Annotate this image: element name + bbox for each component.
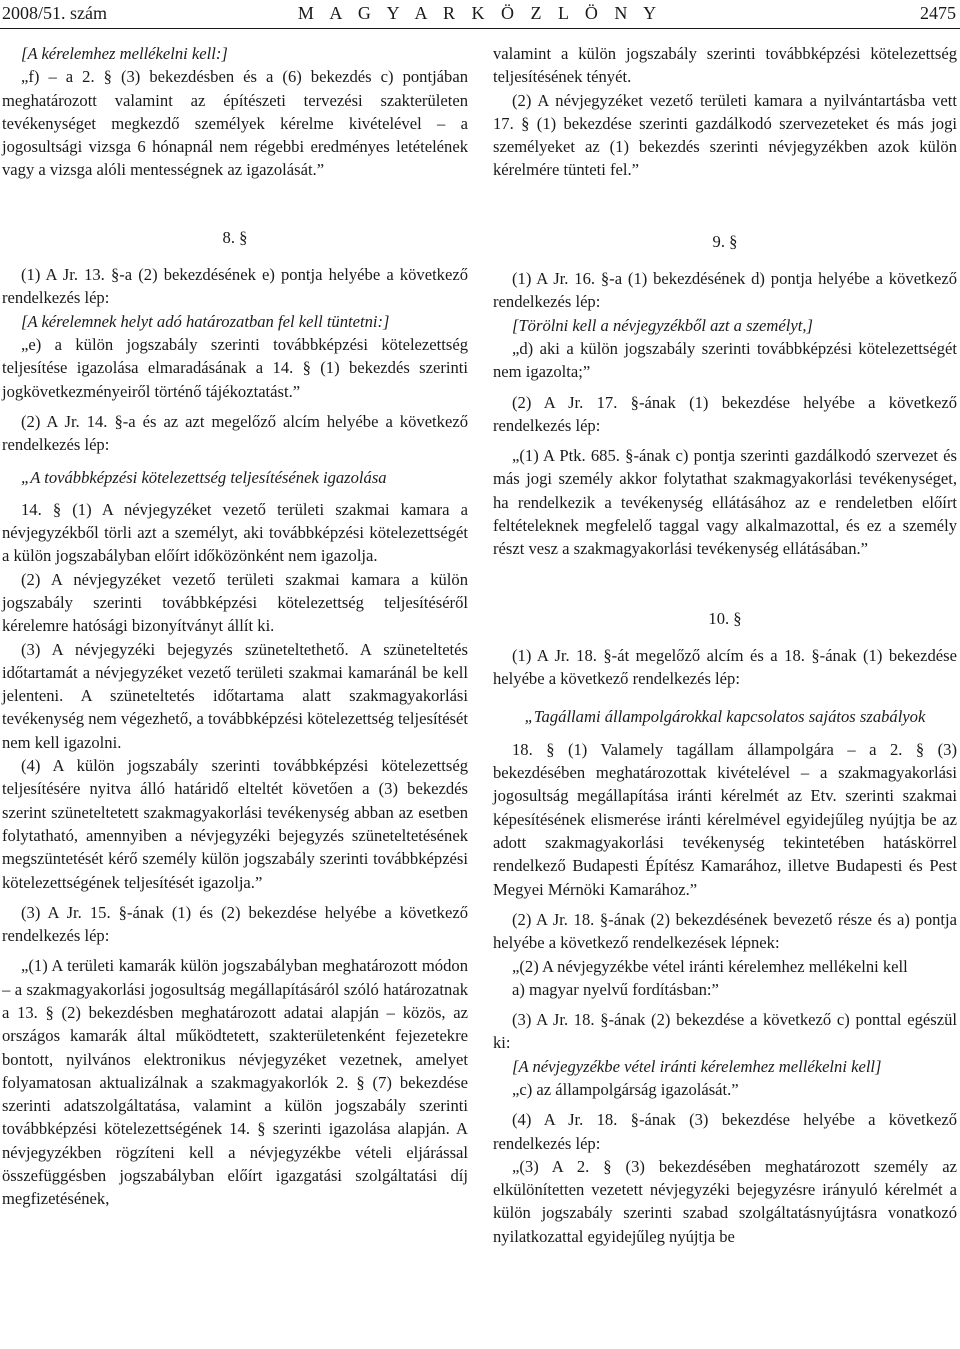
paragraph: [A kérelemnek helyt adó határozatban fel kell tüntetni:] xyxy=(21,311,390,331)
section-heading: 10. § xyxy=(708,608,742,628)
issue-number: 2008/51. szám xyxy=(2,3,107,23)
paragraph: valamint a külön jogszabály szerinti továbbképzési kötelezettség teljesítésének tényét. xyxy=(493,44,957,87)
paragraph: (4) A Jr. 18. §-ának (3) bekezdése helyébe a következő rendelkezés lép: xyxy=(493,1110,957,1153)
paragraph: „c) az állampolgárság igazolását.” xyxy=(512,1079,739,1099)
paragraph: [A kérelemhez mellékelni kell:] xyxy=(21,44,228,63)
page-header xyxy=(0,0,960,29)
paragraph: 18. § (1) Valamely tagállam állampolgára – a 2. § (3) bekezdésében meghatározottak kivételével – a szakmagyakorlási jogosultság megállapítása iránti kérelmét az Etv. szerinti szakmai képesítésének elismerése iránti kérelmével egyidejűleg nyújtja be az adott szakmagyakorlási tevékenység tekintetében hatáskörrel rendelkező Budapesti Építész Kamarához, illetve Budapesti és Pest Megyei Mérnöki Kamarához.” xyxy=(493,739,957,899)
right-column xyxy=(493,42,957,1248)
paragraph: 14. § (1) A névjegyzéket vezető területi szakmai kamara a névjegyzékből törli azt a személyt, aki továbbképzési kötelezettségét a külön jogszabályban előírt időközönként nem igazolja. xyxy=(2,499,468,566)
page-number: 2475 xyxy=(920,3,956,23)
paragraph: „d) aki a külön jogszabály szerinti továbbképzési kötelezettségét nem igazolta;” xyxy=(493,338,957,382)
paragraph: (4) A külön jogszabály szerinti továbbképzési kötelezettség teljesítésére nyitva álló határidő elteltét követően a (3) bekezdés szerint szüneteltetett szakmagyakorlási tevékenység abban az esetben folytatható, amennyiben a névjegyzéki bejegyzés szüneteltetésének megszüntetését kérő személy külön jogszabály szerinti továbbképzési kötelezettségének teljesítését igazolja.” xyxy=(2,756,468,892)
paragraph: [Törölni kell a névjegyzékből azt a személyt,] xyxy=(512,315,813,335)
paragraph: (3) A Jr. 15. §-ának (1) és (2) bekezdése helyébe a következő rendelkezés lép: xyxy=(2,902,468,946)
section-heading: 8. § xyxy=(222,227,248,247)
section-heading: 9. § xyxy=(712,231,738,251)
paragraph: (1) A Jr. 13. §-a (2) bekezdésének e) pontja helyébe a következő rendelkezés lép: xyxy=(2,265,468,308)
paragraph: (1) A Jr. 18. §-át megelőző alcím és a 18. §-ának (1) bekezdése helyébe a következő rendelkezés lép: xyxy=(493,645,957,689)
paragraph: (2) A Jr. 17. §-ának (1) bekezdése helyébe a következő rendelkezés lép: xyxy=(493,392,957,435)
subtitle: „A továbbképzési kötelezettség teljesítésének igazolása xyxy=(21,468,387,488)
paragraph: „e) a külön jogszabály szerinti továbbképzési kötelezettség teljesítése igazolása elmaradásának a 14. § (1) bekezdés szerinti jogkövetkezményeiről történő tájékoztatást.” xyxy=(2,334,468,401)
paragraph: „(3) A 2. § (3) bekezdésében meghatározott személy az elkülönítetten vezetett névjegyzéki bejegyzésre irányuló kérelmét a külön jogszabály szerinti szabad szolgáltatásnyújtásra vonatkozó nyilatkozattal egyidejűleg nyújtja be xyxy=(493,1156,957,1246)
paragraph: (2) A Jr. 14. §-a és az azt megelőző alcím helyébe a következő rendelkezés lép: xyxy=(2,411,468,455)
subtitle: „Tagállami állampolgárokkal kapcsolatos sajátos szabályok xyxy=(524,706,926,726)
paragraph: (2) A Jr. 18. §-ának (2) bekezdésének bevezető része és a) pontja helyébe a következő rendelkezések lépnek: xyxy=(493,909,957,953)
paragraph: (3) A névjegyzéki bejegyzés szüneteltethető. A szüneteltetés időtartamát a névjegyzéket vezető területi szakmai kamaránál be kell jelenteni. A szüneteltetés időtartama alatt szakmagyakorlási tevékenység nem végezhető, a továbbképzési kötelezettség teljesítését nem kell igazolni. xyxy=(2,639,468,752)
paragraph: „(2) A névjegyzékbe vétel iránti kérelemhez mellékelni kell xyxy=(512,956,908,976)
paragraph: (2) A névjegyzéket vezető területi kamara a nyilvántartásba vett 17. § (1) bekezdése szerinti gazdálkodó szervezeteket és más jogi személyeket az (1) bekezdés szerinti névjegyzékben azok külön kérelmére tünteti fel.” xyxy=(493,90,957,180)
paragraph: (3) A Jr. 18. §-ának (2) bekezdése a következő c) ponttal egészül ki: xyxy=(493,1010,957,1053)
journal-title: M A G Y A R K Ö Z L Ö N Y xyxy=(297,3,663,23)
paragraph: „(1) A Ptk. 685. §-ának c) pontja szerinti gazdálkodó szervezet és más jogi személy akkor folytathat szakmagyakorlási tevékenységet, ha rendelkezik a tevékenység ellátásához az e rendeletben előírt feltételeknek megfelelő taggal vagy alkalmazottal, és ez a személy részt vesz a szakmagyakorlási tevékenység ellátásában.” xyxy=(493,446,957,559)
paragraph: „f) – a 2. § (3) bekezdésben és a (6) bekezdés c) pontjában meghatározott valamint az építészeti tervezési szakterületen tevékenységet megkezdő személyek kérelme kivételével – a jogosultsági vizsga 6 hónapnál nem régebbi eredményes letételének vagy a vizsga alóli mentességnek az igazolását.” xyxy=(2,67,468,180)
paragraph: [A névjegyzékbe vétel iránti kérelemhez mellékelni kell] xyxy=(512,1056,882,1076)
left-column xyxy=(2,42,468,1211)
paragraph: (1) A Jr. 16. §-a (1) bekezdésének d) pontja helyébe a következő rendelkezés lép: xyxy=(493,269,957,312)
paragraph: „(1) A területi kamarák külön jogszabályban meghatározott módon – a szakmagyakorlási jogosultság megállapításáról szóló határozatnak a 13. § (2) bekezdésben meghatározott adatai alapján – közös, az országos kamarák által működtetett, szakterületenként fejezetekre bontott, nyilvános elektronikus névjegyzéket vezetnek, amelyet folyamatosan aktualizálnak a szakmagyakorlók 2. § (7) bekezdése szerinti adatszolgáltatása, valamint a külön jogszabály szerinti továbbképzési kötelezettségének 14. § szerinti igazolása alapján. A névjegyzékben rögzíteni kell a névjegyzékbe vételi eljárással összefüggésben jogszabályban előírt igazgatási szolgáltatási díj megfizetésének, xyxy=(2,956,468,1209)
paragraph: (2) A névjegyzéket vezető területi szakmai kamara a külön jogszabály szerinti továbbképzési kötelezettség teljesítéséről kérelemre hatósági bizonyítványt állít ki. xyxy=(2,569,468,636)
paragraph: a) magyar nyelvű fordításban:” xyxy=(512,979,719,999)
